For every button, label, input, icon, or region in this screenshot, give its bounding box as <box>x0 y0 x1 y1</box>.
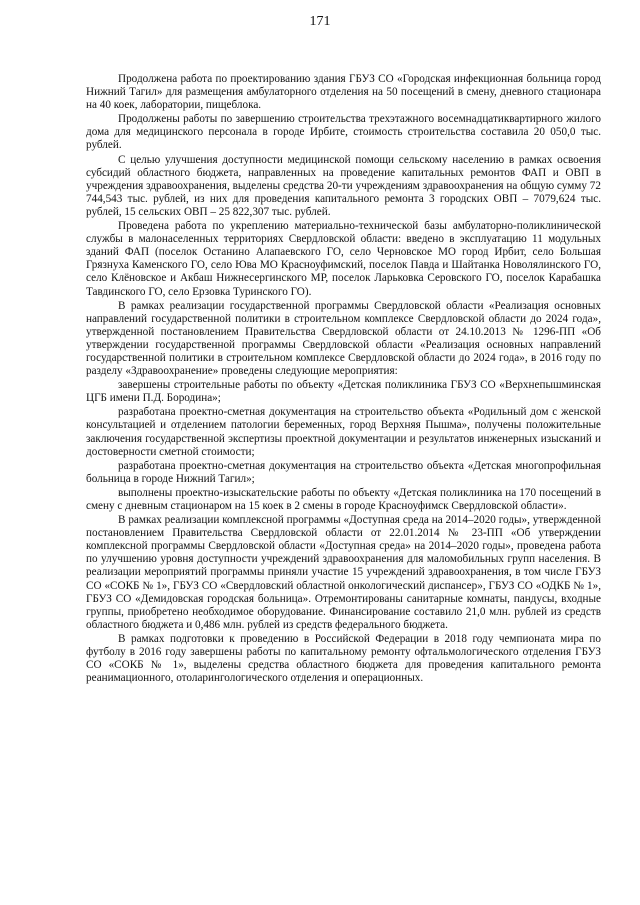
paragraph-world-cup: В рамках подготовки к проведению в Российской Федерации в 2018 году чемпионата мира по футболу в 2016 году завершены работы по капитальному ремонту офтальмологического отделения ГБУЗ СО «СОКБ № 1», выделены средства областного бюджета для проведения капитального ремонта реанимационного, отоларингологического отделения и операционных. <box>86 632 601 685</box>
paragraph-children-clinic-krasnoufimsk: выполнены проектно-изыскательские работы по объекту «Детская поликлиника на 170 посещений в смену с дневным стационаром на 15 коек в 2 смены в городе Красноуфимск Свердловской области». <box>86 486 601 512</box>
paragraph-irbit-housing: Продолжены работы по завершению строительства трехэтажного восемнадцатиквартирного жилого дома для медицинского персонала в городе Ирбите, стоимость строительства составила 20 050,0 тыс. рублей. <box>86 113 601 152</box>
paragraph-rural-access: С целью улучшения доступности медицинской помощи сельскому населению в рамках освоения субсидий областного бюджета, направленных на проведение капитальных ремонтов ФАП и ОВП в учреждения здравоохранения, выделены средства 20-ти учреждениям здравоохранения на общую сумму 72 744,543 тыс. рублей, из них для проведения капитального ремонта 3 городских ОВП – 7079,624 тыс. рублей, 15 сельских ОВП – 25 822,307 тыс. рублей. <box>86 153 601 218</box>
body-text <box>86 73 601 686</box>
paragraph-maternity-hospital: разработана проектно-сметная документация на строительство объекта «Родильный дом с женской консультацией и отделением патологии беременных, город Верхняя Пышма», получены положительные заключения государственной экспертизы проектной документации и результатов инженерных изысканий и достоверности сметной стоимости; <box>86 406 601 458</box>
paragraph-accessible-environment: В рамках реализации комплексной программы «Доступная среда на 2014–2020 годы», утвержденной постановлением Правительства Свердловской области от 22.01.2014 № 23-ПП «Об утверждении комплексной программы Свердловской области «Доступная среда» на 2014–2020 годы», проведена работа по улучшению уровня доступности учреждений здравоохранения для маломобильных групп населения. В реализации мероприятий программы приняли участие 15 учреждений здравоохранения, в том числе ГБУЗ СО «СОКБ № 1», ГБУЗ СО «Свердловский областной онкологический диспансер», ГБУЗ СО «ОДКБ № 1», ГБУЗ СО «Демидовская городская больница». Отремонтированы санитарные комнаты, пандусы, входные группы, приобретено необходимое оборудование. Финансирование составило 21,0 млн. рублей из средств областного бюджета и 0,486 млн. рублей из средств федерального бюджета. <box>86 514 601 631</box>
paragraph-children-hospital-tagil: разработана проектно-сметная документация на строительство объекта «Детская многопрофильная больница в городе Нижний Тагил»; <box>86 459 601 485</box>
paragraph-fap-modules: Проведена работа по укреплению материально-технической базы амбулаторно-поликлинической службы в малонаселенных территориях Свердловской области: введено в эксплуатацию 11 модульных зданий ФАП (поселок Останино Алапаевского ГО, село Черновское МО город Ирбит, село Большая Грязнуха Каменского ГО, село Юва МО Красноуфимский, поселок Павда и Шайтанка Новолялинского ГО, село Клёновское и Акбаш Нижнесергинского МР, поселок Ларьковка Серовского ГО, поселок Карабашка Тавдинского ГО, село Ерзовка Туринского ГО). <box>86 220 601 298</box>
page-number: 171 <box>309 14 331 29</box>
paragraph-children-clinic-pyshma: завершены строительные работы по объекту «Детская поликлиника ГБУЗ СО «Верхнепышминская ЦГБ имени П.Д. Бородина»; <box>86 379 601 405</box>
paragraph-infectious-hospital: Продолжена работа по проектированию здания ГБУЗ СО «Городская инфекционная больница город Нижний Тагил» для размещения амбулаторного отделения на 50 посещений в смену, дневного стационара на 40 коек, лаборатории, пищеблока. <box>86 73 601 112</box>
paragraph-state-program: В рамках реализации государственной программы Свердловской области «Реализация основных направлений государственной политики в строительном комплексе Свердловской области до 2024 года», утвержденной постановлением Правительства Свердловской области от 24.10.2013 № 1296-ПП «Об утверждении государственной программы Свердловской области «Реализация основных направлений государственной политики в строительном комплексе Свердловской области до 2024 года», в 2016 году по разделу «Здравоохранение» проведены следующие мероприятия: <box>86 299 601 378</box>
